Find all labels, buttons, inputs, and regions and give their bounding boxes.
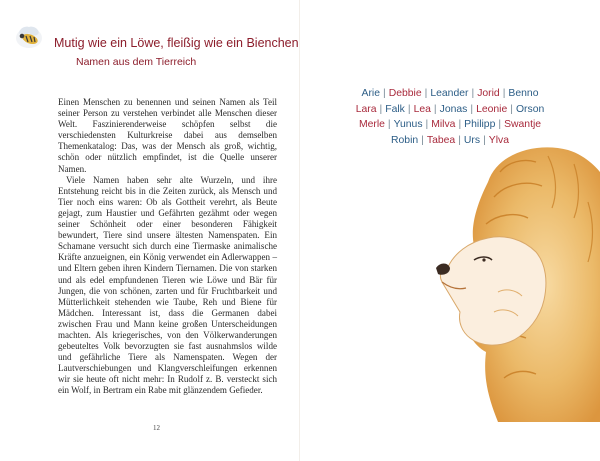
name-item: Lara [355, 103, 377, 115]
name-item: Jorid [477, 88, 500, 99]
name-item: Philipp [464, 119, 496, 130]
name-item: Milva [431, 119, 456, 130]
name-item: Jonas [439, 103, 468, 115]
name-item: Falk [385, 103, 405, 115]
paragraph: Einen Menschen zu benennen und seinen Namen als Teil seiner Person zu verstehen verbindet alle Menschen dieser Welt. Faszinierenderweise schöpfen selbst die verschiedensten Kulturkreise dabei aus demselben Themenkatalog: Das, was der Mensch als groß, wichtig, schön oder nützlich empfindet, ist die Quelle unserer Namen. [58, 97, 277, 174]
name-item: Tabea [426, 134, 456, 146]
name-separator: | [502, 88, 506, 99]
body-text [58, 97, 277, 397]
name-item: Leonie [476, 103, 508, 115]
name-item: Yunus [393, 119, 423, 130]
name-separator: | [407, 103, 411, 115]
name-item: Urs [463, 134, 481, 146]
name-item: Arie [361, 88, 380, 99]
name-item: Lea [413, 103, 431, 115]
name-item: Merle [358, 119, 385, 130]
chapter-title: Mutig wie ein Löwe, fleißig wie ein Bienchen [54, 36, 299, 50]
name-item: Debbie [388, 88, 422, 99]
name-separator: | [424, 88, 428, 99]
name-item: Robin [391, 134, 419, 146]
name-item: Orson [515, 103, 545, 115]
page-number: 12 [153, 424, 160, 432]
bee-icon [12, 22, 48, 52]
names-list [300, 86, 600, 148]
name-separator: | [433, 103, 437, 115]
name-separator: | [425, 119, 429, 130]
name-separator: | [383, 88, 386, 99]
name-separator: | [458, 134, 461, 146]
name-separator: | [483, 134, 486, 146]
names-row [300, 102, 600, 118]
name-separator: | [510, 103, 513, 115]
name-item: Ylva [488, 134, 509, 146]
name-separator: | [470, 103, 474, 115]
paragraph: Viele Namen haben sehr alte Wurzeln, und ihre Entstehung reicht bis in die Zeiten zurück, als Mensch und Tier noch eins waren: Ob als Gottheit verehrt, als Beute gejagt, zum Haustier und Gefährten gezähmt oder wegen seiner Schönheit oder einer besonderen Fähigkeit bewundert, Tiere sind unsere ältesten Namenspaten. Ein Schamane versucht sich durch eine Tiermaske animalische Kräfte anzueignen, ein König verwendet ein Adlerwappen – und Eltern geben ihren Kindern Tiernamen. Die von starken und als edel empfundenen Tieren wie Löwe und Bär für Jungen, die von schönen, zarten und für Fruchtbarkeit und Mütterlichkeit stehenden wie Taube, Reh und Biene für Mädchen. Interessant ist, dass die Germanen dabei zwischen Frau und Mann keine großen Unterscheidungen machten. Als kriegerisches, von den Völkerwanderungen gebeuteltes Volk bevorzugten sie fast ausnahmslos wilde und gefährliche Tiere als Namenspaten. Wegen der Lautverschiebungen und Klangverschleifungen erkennen wir sie heute oft nicht mehr: In Rudolf z. B. versteckt sich ein Wolf, in Bertram ein Rabe mit glänzendem Gefieder. [58, 174, 277, 396]
name-separator: | [458, 119, 462, 130]
name-item: Benno [508, 88, 539, 99]
name-separator: | [421, 134, 424, 146]
names-row [300, 117, 600, 133]
name-separator: | [498, 119, 502, 130]
names-row [300, 86, 600, 102]
name-item: Swantje [504, 119, 542, 130]
name-item: Leander [430, 88, 469, 99]
name-separator: | [471, 88, 475, 99]
lion-illustration [428, 142, 600, 422]
name-separator: | [379, 103, 383, 115]
right-page [300, 0, 600, 461]
chapter-subtitle: Namen aus dem Tierreich [76, 56, 197, 68]
name-separator: | [387, 119, 391, 130]
